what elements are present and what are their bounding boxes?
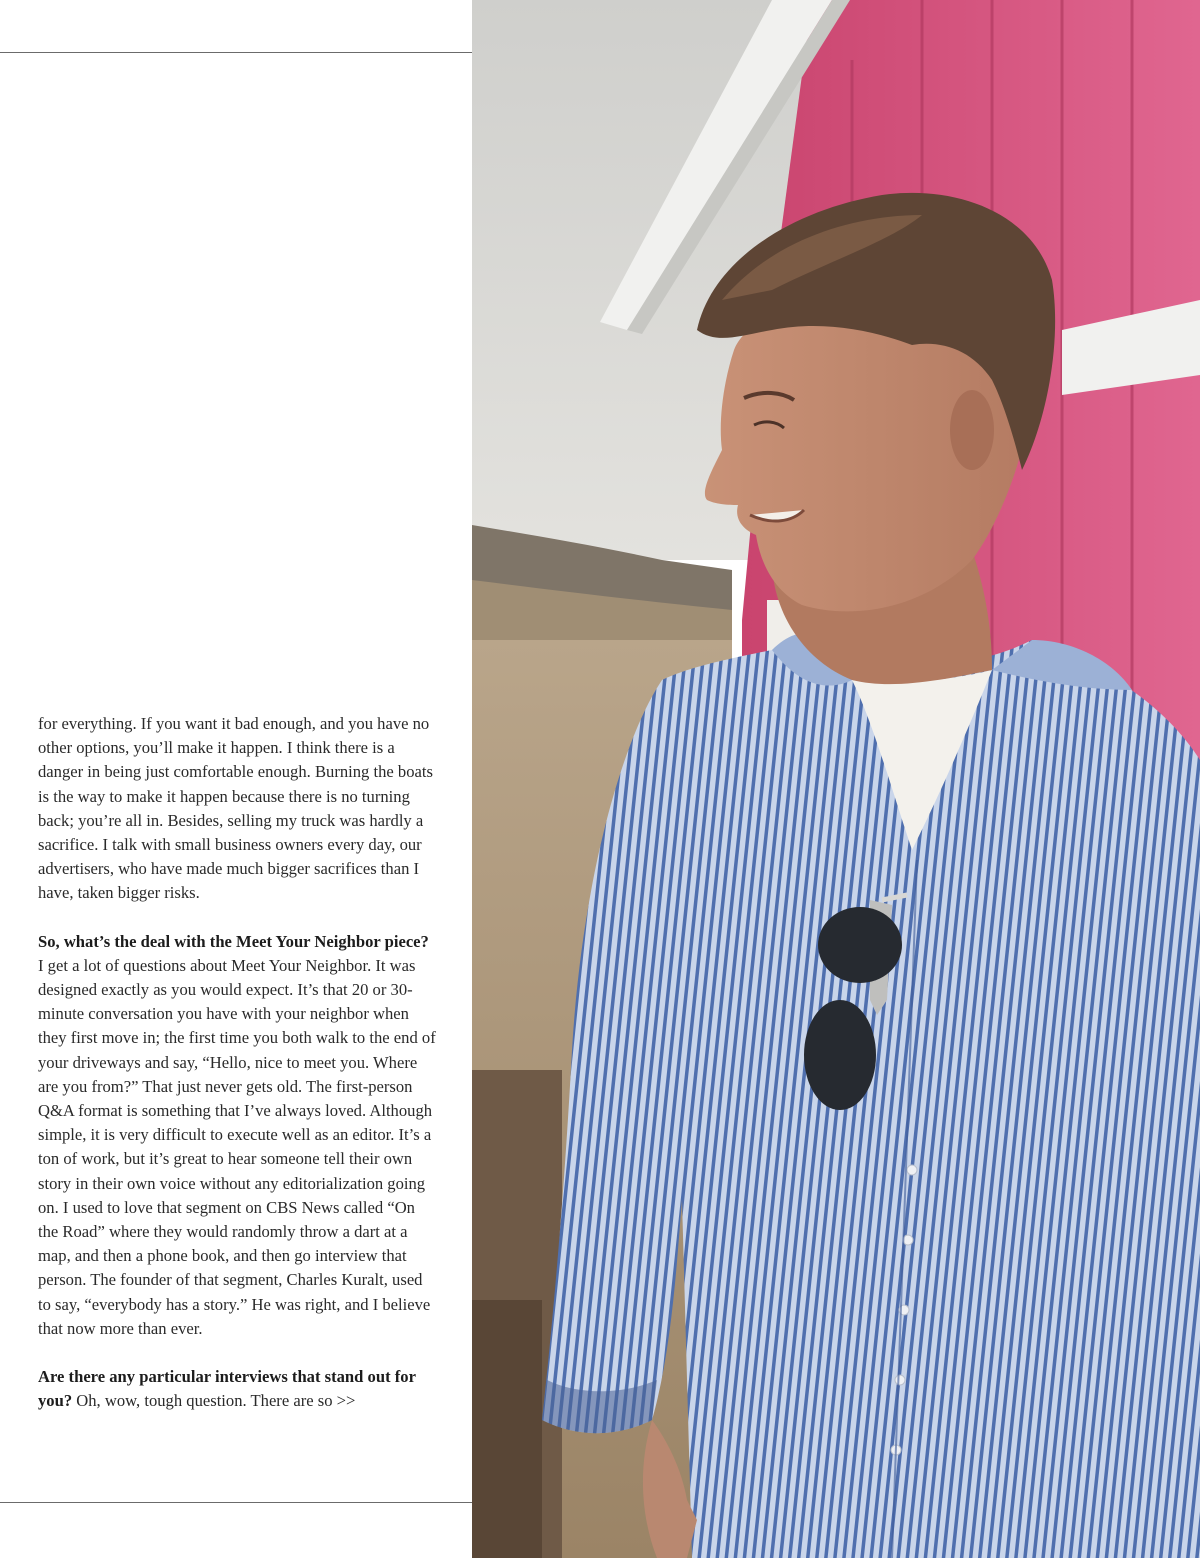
top-rule (0, 52, 472, 53)
paragraph-1: for everything. If you want it bad enough, and you have no other options, you’ll make it happen. I think there is a danger in being just comfortable enough. Burning the boats is the way to make it happen because there is no turning back; you’re all in. Besides, selling my truck was hardly a sacrifice. I talk with small business owners every day, our advertisers, who have made much bigger sacrifices than I have, taken bigger risks. (38, 714, 433, 903)
paragraph-3 (38, 1365, 438, 1413)
paragraph-2 (38, 930, 438, 1341)
portrait-photo (472, 0, 1200, 1558)
answer-1: I get a lot of questions about Meet Your Neighbor. It was designed exactly as you would expect. It’s that 20 or 30-minute conversation you have with your neighbor when they first move in; the first time you both walk to the end of your driveways and say, “Hello, nice to meet you. Where are you from?” That just never gets old. The first-person Q&A format is something that I’ve always loved. Although simple, it is very difficult to execute well as an editor. It’s a ton of work, but it’s great to hear someone tell their own story in their own voice without any editorialization going on. I used to love that segment on CBS News called “On the Road” where they would randomly throw a dart at a map, and then a phone book, and then go interview that person. The founder of that segment, Charles Kuralt, used to say, “everybody has a story.” He was right, and I believe that now more than ever. (38, 955, 436, 1338)
bottom-rule (0, 1502, 472, 1503)
question-2: Are there any particular interviews that stand out for you? (38, 1367, 416, 1411)
question-1: So, what’s the deal with the Meet Your Neighbor piece? (38, 931, 429, 951)
answer-2: Oh, wow, tough question. There are so >> (72, 1391, 356, 1411)
article-text-column (38, 712, 438, 1437)
